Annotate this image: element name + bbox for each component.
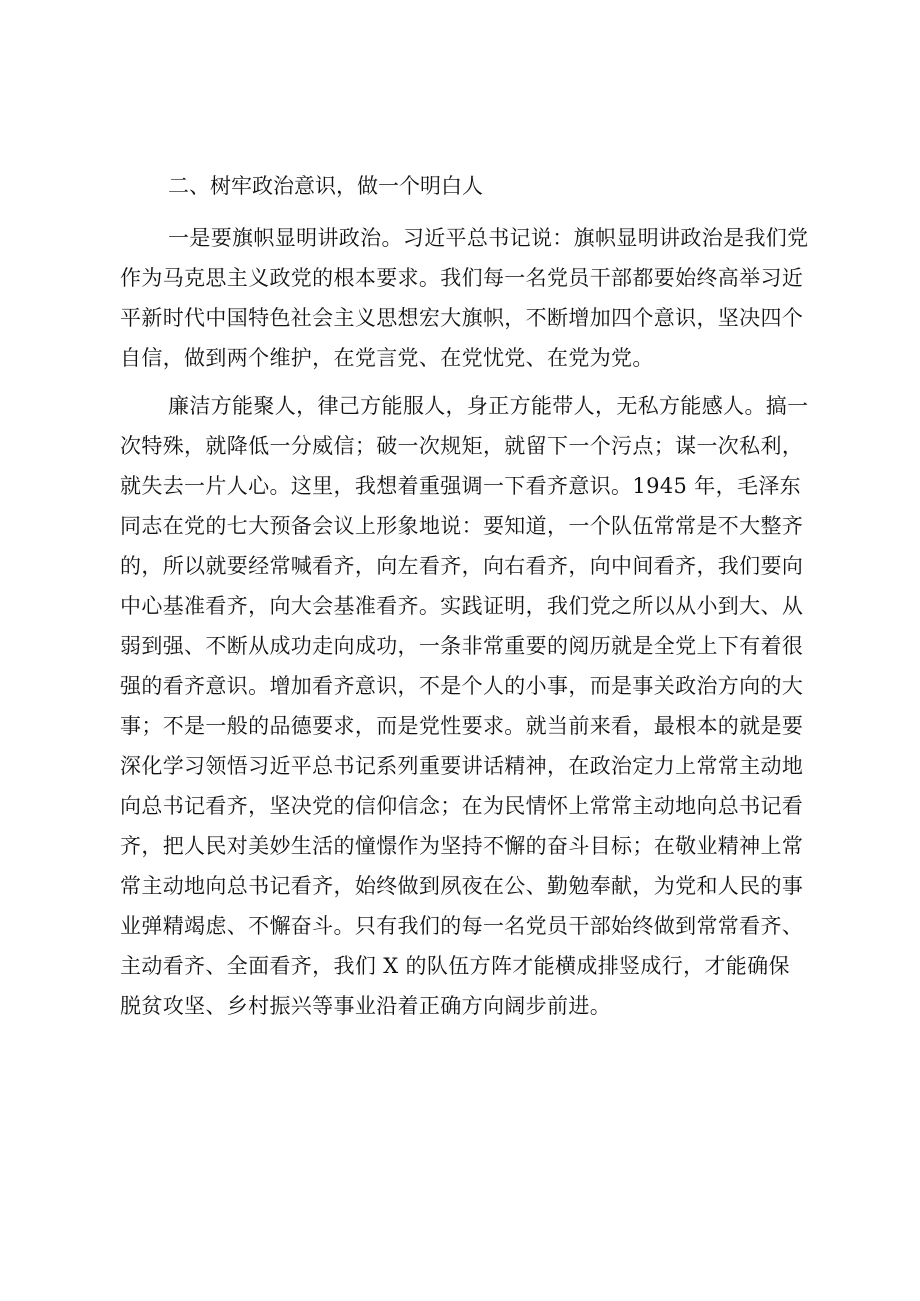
paragraph-line: 主动看齐、全面看齐，我们 X 的队伍方阵才能横成排竖成行，才能确保 xyxy=(120,954,790,978)
paragraph-line: 次特殊，就降低一分威信；破一次规矩，就留下一个污点；谋一次私利， xyxy=(120,434,804,458)
paragraph-line: 常主动地向总书记看齐，始终做到夙夜在公、勤勉奉献，为党和人民的事 xyxy=(120,874,804,898)
paragraph-line: 就失去一片人心。这里，我想着重强调一下看齐意识。1945 年，毛泽东 xyxy=(120,474,802,498)
paragraph-2 xyxy=(120,386,820,1026)
paragraph-line: 业弹精竭虑、不懈奋斗。只有我们的每一名党员干部始终做到常常看齐、 xyxy=(120,914,804,938)
paragraph-line: 向总书记看齐，坚决党的信仰信念；在为民情怀上常常主动地向总书记看 xyxy=(120,794,804,818)
paragraph-line: 一是要旗帜显明讲政治。习近平总书记说：旗帜显明讲政治是我们党 xyxy=(168,226,809,250)
paragraph-line: 弱到强、不断从成功走向成功，一条非常重要的阅历就是全党上下有着很 xyxy=(120,634,804,658)
paragraph-line: 平新时代中国特色社会主义思想宏大旗帜，不断增加四个意识，坚决四个 xyxy=(120,306,804,330)
paragraph-line: 齐，把人民对美妙生活的憧憬作为坚持不懈的奋斗目标；在敬业精神上常 xyxy=(120,834,804,858)
paragraph-line: 中心基准看齐，向大会基准看齐。实践证明，我们党之所以从小到大、从 xyxy=(120,594,804,618)
paragraph-line: 廉洁方能聚人，律己方能服人，身正方能带人，无私方能感人。搞一 xyxy=(168,394,809,418)
paragraph-line: 事；不是一般的品德要求，而是党性要求。就当前来看，最根本的就是要 xyxy=(120,714,804,738)
paragraph-line: 同志在党的七大预备会议上形象地说：要知道，一个队伍常常是不大整齐 xyxy=(120,514,804,538)
paragraph-line: 的，所以就要经常喊看齐，向左看齐，向右看齐，向中间看齐，我们要向 xyxy=(120,554,804,578)
paragraph-line: 脱贫攻坚、乡村振兴等事业沿着正确方向阔步前进。 xyxy=(120,994,612,1018)
paragraph-line: 深化学习领悟习近平总书记系列重要讲话精神，在政治定力上常常主动地 xyxy=(120,754,804,778)
paragraph-line: 自信，做到两个维护，在党言党、在党忧党、在党为党。 xyxy=(120,346,654,370)
paragraph-1 xyxy=(120,218,820,378)
paragraph-line: 强的看齐意识。增加看齐意识，不是个人的小事，而是事关政治方向的大 xyxy=(120,674,804,698)
section-heading: 二、树牢政治意识，做一个明白人 xyxy=(168,174,483,198)
paragraph-line: 作为马克思主义政党的根本要求。我们每一名党员干部都要始终高举习近 xyxy=(120,266,804,290)
